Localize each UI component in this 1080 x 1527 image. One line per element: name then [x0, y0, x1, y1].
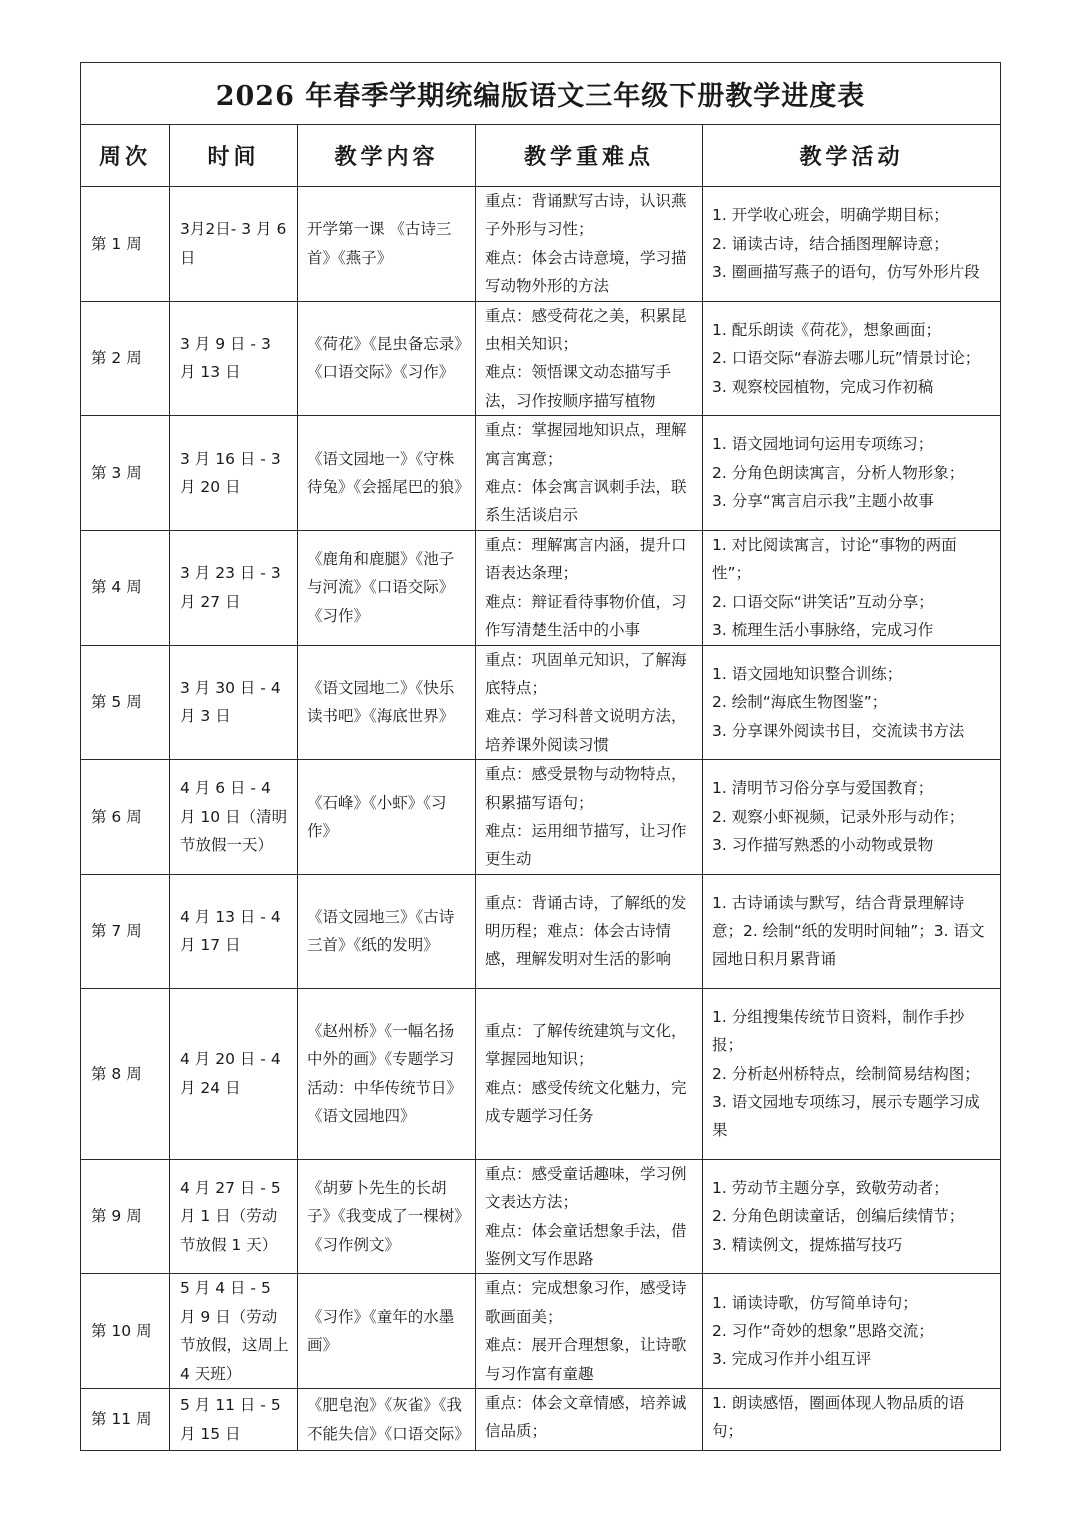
table-row [81, 988, 1001, 1159]
week-cell: 第 5 周 [81, 645, 170, 760]
key-point-line: 难点：展开合理想象，让诗歌与习作富有童趣 [485, 1336, 687, 1383]
table-row [81, 530, 1001, 645]
key-points-cell [476, 645, 703, 760]
activities-cell [703, 416, 1001, 531]
header-week: 周次 [81, 125, 170, 187]
key-point-line: 重点：背诵默写古诗，认识燕子外形与习性； [485, 192, 687, 239]
table-row [81, 416, 1001, 531]
activity-line: 1. 语文园地词句运用专项练习； [712, 435, 934, 454]
key-point-line: 重点：理解寓言内涵，提升口语表达条理； [485, 535, 687, 583]
content-cell: 《肥皂泡》《灰雀》《我不能失信》《口语交际》 [298, 1389, 476, 1451]
activities-cell [703, 301, 1001, 416]
activity-line: 3. 梳理生活小事脉络，完成习作 [712, 621, 934, 640]
content-cell: 《语文园地三》《古诗三首》《纸的发明》 [298, 874, 476, 988]
activity-line: 2. 口语交际“春游去哪儿玩”情景讨论； [712, 349, 981, 368]
time-cell: 3 月 16 日 - 3 月 20 日 [170, 416, 298, 531]
key-point-line: 重点：感受荷花之美，积累昆虫相关知识； [485, 306, 687, 354]
activity-line: 2. 诵读古诗，结合插图理解诗意； [712, 234, 949, 253]
activities-cell [703, 874, 1001, 988]
activities-cell [703, 1159, 1001, 1274]
title-row [81, 63, 1001, 125]
week-cell: 第 6 周 [81, 760, 170, 875]
key-point-line: 重点：掌握园地知识点，理解寓言寓意； [485, 421, 687, 468]
week-cell: 第 8 周 [81, 988, 170, 1159]
week-cell: 第 4 周 [81, 530, 170, 645]
week-cell: 第 11 周 [81, 1389, 170, 1451]
key-points-cell [476, 1274, 703, 1389]
key-point-line: 重点：巩固单元知识，了解海底特点； [485, 650, 687, 697]
week-cell: 第 9 周 [81, 1159, 170, 1274]
key-point-line: 难点：体会古诗意境，学习描写动物外形的方法 [485, 248, 687, 296]
content-cell: 《语文园地二》《快乐读书吧》《海底世界》 [298, 645, 476, 760]
time-cell: 3月2日- 3 月 6日 [170, 187, 298, 302]
content-cell: 《胡萝卜先生的长胡子》《我变成了一棵树》《习作例文》 [298, 1159, 476, 1274]
activity-line: 2. 口语交际“讲笑话”互动分享； [712, 592, 934, 611]
time-cell: 5 月 4 日 - 5 月 9 日（劳动节放假，这周上 4 天班） [170, 1274, 298, 1389]
week-cell: 第 3 周 [81, 416, 170, 531]
activity-line: 3. 分享“寓言启示我”主题小故事 [712, 492, 934, 511]
key-points-cell [476, 530, 703, 645]
table-row [81, 874, 1001, 988]
table-row [81, 645, 1001, 760]
activities-cell [703, 760, 1001, 875]
activities-cell [703, 1274, 1001, 1389]
key-point-line: 重点：感受景物与动物特点，积累描写语句； [485, 765, 687, 812]
content-cell: 《荷花》《昆虫备忘录》《口语交际》《习作》 [298, 301, 476, 416]
activity-line: 1. 诵读诗歌，仿写简单诗句； [712, 1293, 918, 1312]
key-point-line: 重点：感受童话趣味，学习例文表达方法； [485, 1164, 687, 1212]
table-row [81, 187, 1001, 302]
key-point-line: 难点：感受传统文化魅力，完成专题学习任务 [485, 1078, 687, 1126]
activity-line: 1. 朗读感悟，圈画体现人物品质的语句； [712, 1394, 965, 1441]
key-points-cell [476, 1389, 703, 1451]
header-activities: 教学活动 [703, 125, 1001, 187]
activity-line: 2. 绘制“海底生物图鉴”； [712, 693, 888, 712]
time-cell: 4 月 27 日 - 5 月 1 日（劳动节放假 1 天） [170, 1159, 298, 1274]
key-point-line: 难点：学习科普文说明方法，培养课外阅读习惯 [485, 707, 687, 754]
header-content: 教学内容 [298, 125, 476, 187]
activities-cell [703, 530, 1001, 645]
key-point-line: 难点：运用细节描写，让习作更生动 [485, 821, 687, 869]
key-point-line: 重点：背诵古诗，了解纸的发明历程；难点：体会古诗情感，理解发明对生活的影响 [485, 893, 687, 969]
header-row [81, 125, 1001, 187]
table-row [81, 1389, 1001, 1451]
activities-cell [703, 988, 1001, 1159]
key-points-cell [476, 988, 703, 1159]
header-key-points: 教学重难点 [476, 125, 703, 187]
key-points-cell [476, 874, 703, 988]
key-point-line: 重点：完成想象习作，感受诗歌画面美； [485, 1279, 687, 1326]
key-points-cell [476, 1159, 703, 1274]
activity-line: 1. 分组搜集传统节日资料，制作手抄报； [712, 1007, 965, 1055]
week-cell: 第 10 周 [81, 1274, 170, 1389]
activity-line: 3. 圈画描写燕子的语句，仿写外形片段 [712, 263, 980, 282]
activity-line: 1. 语文园地知识整合训练； [712, 664, 903, 683]
table-row [81, 1159, 1001, 1274]
content-cell: 《石峰》《小虾》《习作》 [298, 760, 476, 875]
activity-line: 2. 分析赵州桥特点，绘制简易结构图； [712, 1064, 980, 1083]
activity-line: 1. 对比阅读寓言，讨论“事物的两面性”； [712, 535, 957, 583]
activity-line: 2. 分角色朗读寓言，分析人物形象； [712, 463, 965, 482]
time-cell: 5 月 11 日 - 5 月 15 日 [170, 1389, 298, 1451]
key-points-cell [476, 416, 703, 531]
schedule-body [81, 187, 1001, 1451]
activity-line: 3. 观察校园植物，完成习作初稿 [712, 377, 934, 396]
activity-line: 3. 精读例文，提炼描写技巧 [712, 1235, 903, 1254]
key-point-line: 重点：体会文章情感，培养诚信品质； [485, 1394, 687, 1441]
activity-line: 2. 观察小虾视频，记录外形与动作； [712, 807, 965, 826]
time-cell: 4 月 20 日 - 4 月 24 日 [170, 988, 298, 1159]
key-points-cell [476, 301, 703, 416]
activity-line: 3. 完成习作并小组互评 [712, 1350, 872, 1369]
activity-line: 3. 语文园地专项练习，展示专题学习成果 [712, 1092, 980, 1140]
table-row [81, 1274, 1001, 1389]
activity-line: 2. 习作“奇妙的想象”思路交流； [712, 1321, 934, 1340]
week-cell: 第 2 周 [81, 301, 170, 416]
activity-line: 1. 清明节习俗分享与爱国教育； [712, 779, 934, 798]
activities-cell [703, 645, 1001, 760]
time-cell: 4 月 6 日 - 4 月 10 日（清明节放假一天） [170, 760, 298, 875]
week-cell: 第 1 周 [81, 187, 170, 302]
key-point-line: 难点：领悟课文动态描写手法，习作按顺序描写植物 [485, 363, 672, 410]
content-cell: 《鹿角和鹿腿》《池子与河流》《口语交际》《习作》 [298, 530, 476, 645]
activity-line: 3. 分享课外阅读书目，交流读书方法 [712, 721, 965, 740]
key-point-line: 重点：了解传统建筑与文化，掌握园地知识； [485, 1021, 687, 1069]
table-row [81, 301, 1001, 416]
activities-cell [703, 1389, 1001, 1451]
content-cell: 《赵州桥》《一幅名扬中外的画》《专题学习活动：中华传统节日》《语文园地四》 [298, 988, 476, 1159]
time-cell: 3 月 23 日 - 3 月 27 日 [170, 530, 298, 645]
schedule-table [80, 62, 1001, 1451]
activities-cell [703, 187, 1001, 302]
activity-line: 2. 分角色朗读童话，创编后续情节； [712, 1207, 965, 1226]
key-points-cell [476, 187, 703, 302]
week-cell: 第 7 周 [81, 874, 170, 988]
time-cell: 4 月 13 日 - 4 月 17 日 [170, 874, 298, 988]
key-point-line: 难点：体会寓言讽刺手法，联系生活谈启示 [485, 478, 687, 525]
activity-line: 3. 习作描写熟悉的小动物或景物 [712, 836, 934, 855]
content-cell: 开学第一课 《古诗三首》《燕子》 [298, 187, 476, 302]
content-cell: 《语文园地一》《守株待兔》《会摇尾巴的狼》 [298, 416, 476, 531]
header-time: 时间 [170, 125, 298, 187]
activity-line: 1. 开学收心班会，明确学期目标； [712, 206, 949, 225]
time-cell: 3 月 30 日 - 4 月 3 日 [170, 645, 298, 760]
activity-line: 1. 劳动节主题分享，致敬劳动者； [712, 1178, 949, 1197]
activity-line: 1. 配乐朗读《荷花》，想象画面； [712, 320, 941, 339]
key-point-line: 难点：体会童话想象手法，借鉴例文写作思路 [485, 1221, 687, 1268]
activity-line: 1. 古诗诵读与默写，结合背景理解诗意；2. 绘制“纸的发明时间轴”；3. 语文园地日积月累背诵 [712, 893, 985, 969]
time-cell: 3 月 9 日 - 3 月 13 日 [170, 301, 298, 416]
page-title: 2026 年春季学期统编版语文三年级下册教学进度表 [81, 63, 1001, 125]
table-row [81, 760, 1001, 875]
key-point-line: 难点：辩证看待事物价值，习作写清楚生活中的小事 [485, 592, 687, 640]
content-cell: 《习作》《童年的水墨画》 [298, 1274, 476, 1389]
key-points-cell [476, 760, 703, 875]
